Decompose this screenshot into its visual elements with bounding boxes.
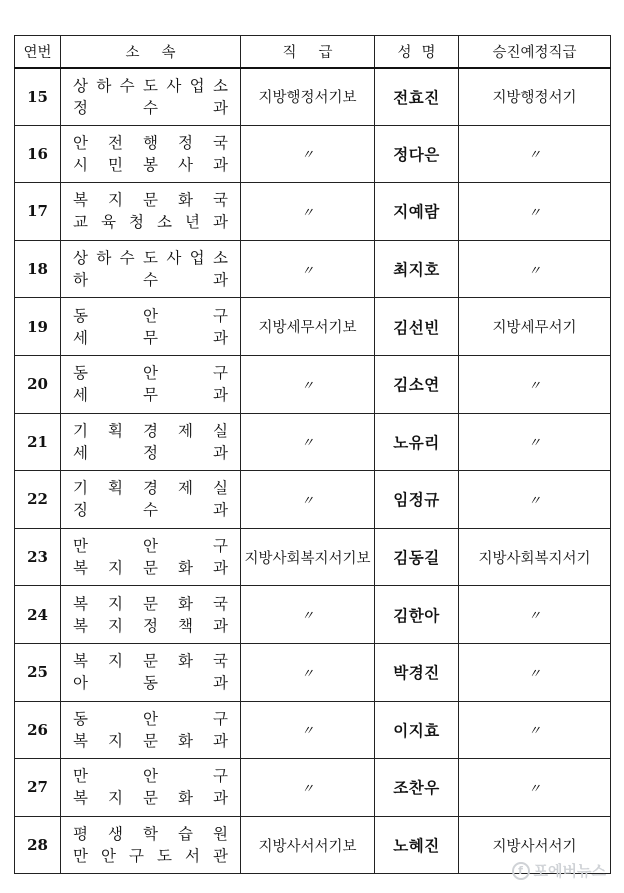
department-cell xyxy=(61,298,241,356)
department-name: 복 지 문 화 국 xyxy=(73,191,228,210)
department-name: 안 전 행 정 국 xyxy=(73,133,228,152)
row-number: 16 xyxy=(15,125,61,183)
promotion-roster-table xyxy=(14,35,611,874)
grade-value: 〃 xyxy=(300,781,314,797)
promotion-grade-value: 〃 xyxy=(527,436,541,452)
grade-cell xyxy=(241,183,375,241)
promotion-grade-cell xyxy=(459,298,611,356)
row-number: 17 xyxy=(15,183,61,241)
department-name: 평 생 학 습 원 xyxy=(73,825,228,844)
department-cell xyxy=(61,355,241,413)
row-number: 24 xyxy=(15,586,61,644)
row-number: 25 xyxy=(15,643,61,701)
promotion-grade-value: 〃 xyxy=(527,493,541,509)
promotion-grade-value: 지방사회복지서기 xyxy=(478,550,591,567)
employee-name: 김선빈 xyxy=(375,298,459,356)
division-name: 복 지 문 화 과 xyxy=(73,789,228,808)
grade-value: 지방세무서기보 xyxy=(258,320,357,337)
employee-name: 이지효 xyxy=(375,701,459,759)
department-cell xyxy=(61,759,241,817)
grade-cell xyxy=(241,413,375,471)
employee-name: 정다은 xyxy=(375,125,459,183)
grade-value: 〃 xyxy=(300,148,314,164)
grade-value: 지방행정서기보 xyxy=(258,90,357,107)
grade-value: 〃 xyxy=(300,609,314,625)
promotion-grade-cell xyxy=(459,759,611,817)
division-name: 복 지 문 화 과 xyxy=(73,559,228,578)
grade-cell xyxy=(241,471,375,529)
employee-name: 전효진 xyxy=(375,68,459,126)
promotion-grade-value: 〃 xyxy=(527,263,541,279)
grade-cell xyxy=(241,816,375,874)
division-name: 복 지 정 책 과 xyxy=(73,616,228,635)
grade-cell xyxy=(241,528,375,586)
promotion-grade-cell xyxy=(459,68,611,126)
grade-value: 〃 xyxy=(300,666,314,682)
grade-cell xyxy=(241,701,375,759)
grade-value: 〃 xyxy=(300,205,314,221)
table-row xyxy=(15,125,611,183)
header-row xyxy=(15,36,611,68)
promotion-grade-cell xyxy=(459,413,611,471)
department-name: 기 획 경 제 실 xyxy=(73,421,228,440)
promotion-grade-cell xyxy=(459,643,611,701)
grade-value: 지방사서서기보 xyxy=(258,838,357,855)
table-row xyxy=(15,183,611,241)
row-number: 26 xyxy=(15,701,61,759)
division-name: 시 민 봉 사 과 xyxy=(73,155,228,174)
table-row xyxy=(15,701,611,759)
grade-cell xyxy=(241,68,375,126)
promotion-grade-cell xyxy=(459,586,611,644)
promotion-grade-cell xyxy=(459,183,611,241)
table-row xyxy=(15,68,611,126)
news-watermark xyxy=(512,860,606,881)
table-row xyxy=(15,298,611,356)
division-name: 아 동 과 xyxy=(73,674,228,693)
row-number: 18 xyxy=(15,240,61,298)
promotion-grade-cell xyxy=(459,701,611,759)
grade-cell xyxy=(241,125,375,183)
department-cell xyxy=(61,643,241,701)
promotion-grade-cell xyxy=(459,355,611,413)
department-name: 복 지 문 화 국 xyxy=(73,594,228,613)
department-name: 상 하 수 도 사 업 소 xyxy=(73,76,228,95)
grade-value: 〃 xyxy=(300,493,314,509)
promotion-grade-cell xyxy=(459,471,611,529)
promotion-grade-value: 〃 xyxy=(527,205,541,221)
row-number: 28 xyxy=(15,816,61,874)
grade-cell xyxy=(241,586,375,644)
division-name: 복 지 문 화 과 xyxy=(73,731,228,750)
promotion-grade-cell xyxy=(459,528,611,586)
promotion-grade-value: 〃 xyxy=(527,781,541,797)
header-no: 연번 xyxy=(15,36,61,68)
table-row xyxy=(15,355,611,413)
table-row xyxy=(15,240,611,298)
row-number: 27 xyxy=(15,759,61,817)
promotion-grade-value: 지방세무서기 xyxy=(492,320,577,337)
division-name: 정 수 과 xyxy=(73,98,228,117)
department-name: 기 획 경 제 실 xyxy=(73,479,228,498)
division-name: 징 수 과 xyxy=(73,501,228,520)
department-cell xyxy=(61,816,241,874)
department-cell xyxy=(61,586,241,644)
department-name: 동 안 구 xyxy=(73,364,228,383)
department-cell xyxy=(61,701,241,759)
department-cell xyxy=(61,528,241,586)
grade-cell xyxy=(241,298,375,356)
department-cell xyxy=(61,240,241,298)
grade-cell xyxy=(241,240,375,298)
department-cell xyxy=(61,68,241,126)
header-dept: 소 속 xyxy=(61,36,241,68)
department-cell xyxy=(61,183,241,241)
division-name: 만 안 구 도 서 관 xyxy=(73,847,228,866)
division-name: 세 무 과 xyxy=(73,328,228,347)
division-name: 교 육 청 소 년 과 xyxy=(73,213,228,232)
employee-name: 박경진 xyxy=(375,643,459,701)
department-name: 상 하 수 도 사 업 소 xyxy=(73,249,228,268)
header-name: 성 명 xyxy=(375,36,459,68)
division-name: 세 정 과 xyxy=(73,443,228,462)
promotion-grade-value: 〃 xyxy=(527,148,541,164)
grade-value: 〃 xyxy=(300,263,314,279)
grade-value: 〃 xyxy=(300,724,314,740)
department-name: 만 안 구 xyxy=(73,537,228,556)
row-number: 15 xyxy=(15,68,61,126)
employee-name: 조찬우 xyxy=(375,759,459,817)
promotion-grade-cell xyxy=(459,240,611,298)
department-name: 복 지 문 화 국 xyxy=(73,652,228,671)
department-name: 만 안 구 xyxy=(73,767,228,786)
promotion-grade-value: 〃 xyxy=(527,609,541,625)
header-promo: 승진예정직급 xyxy=(459,36,611,68)
grade-cell xyxy=(241,759,375,817)
department-cell xyxy=(61,125,241,183)
employee-name: 임정규 xyxy=(375,471,459,529)
grade-cell xyxy=(241,355,375,413)
grade-value: 〃 xyxy=(300,378,314,394)
promotion-grade-value: 지방사서서기 xyxy=(492,838,577,855)
employee-name: 지예람 xyxy=(375,183,459,241)
f-circle-logo-icon: f xyxy=(512,862,530,880)
promotion-grade-value: 지방행정서기 xyxy=(492,90,577,107)
employee-name: 노유리 xyxy=(375,413,459,471)
grade-value: 지방사회복지서기보 xyxy=(244,550,371,567)
row-number: 19 xyxy=(15,298,61,356)
table-row xyxy=(15,759,611,817)
division-name: 세 무 과 xyxy=(73,386,228,405)
row-number: 21 xyxy=(15,413,61,471)
employee-name: 최지호 xyxy=(375,240,459,298)
header-grade: 직 급 xyxy=(241,36,375,68)
row-number: 22 xyxy=(15,471,61,529)
promotion-grade-value: 〃 xyxy=(527,724,541,740)
table-row xyxy=(15,643,611,701)
table-row xyxy=(15,471,611,529)
division-name: 하 수 과 xyxy=(73,271,228,290)
promotion-grade-value: 〃 xyxy=(527,378,541,394)
department-cell xyxy=(61,471,241,529)
employee-name: 노혜진 xyxy=(375,816,459,874)
row-number: 23 xyxy=(15,528,61,586)
table-row xyxy=(15,413,611,471)
watermark-text: 포에버뉴스 xyxy=(533,862,606,880)
department-cell xyxy=(61,413,241,471)
employee-name: 김소연 xyxy=(375,355,459,413)
table-row xyxy=(15,586,611,644)
table-row xyxy=(15,528,611,586)
promotion-grade-cell xyxy=(459,125,611,183)
department-name: 동 안 구 xyxy=(73,306,228,325)
grade-value: 〃 xyxy=(300,436,314,452)
promotion-grade-value: 〃 xyxy=(527,666,541,682)
grade-cell xyxy=(241,643,375,701)
department-name: 동 안 구 xyxy=(73,709,228,728)
row-number: 20 xyxy=(15,355,61,413)
employee-name: 김동길 xyxy=(375,528,459,586)
employee-name: 김한아 xyxy=(375,586,459,644)
